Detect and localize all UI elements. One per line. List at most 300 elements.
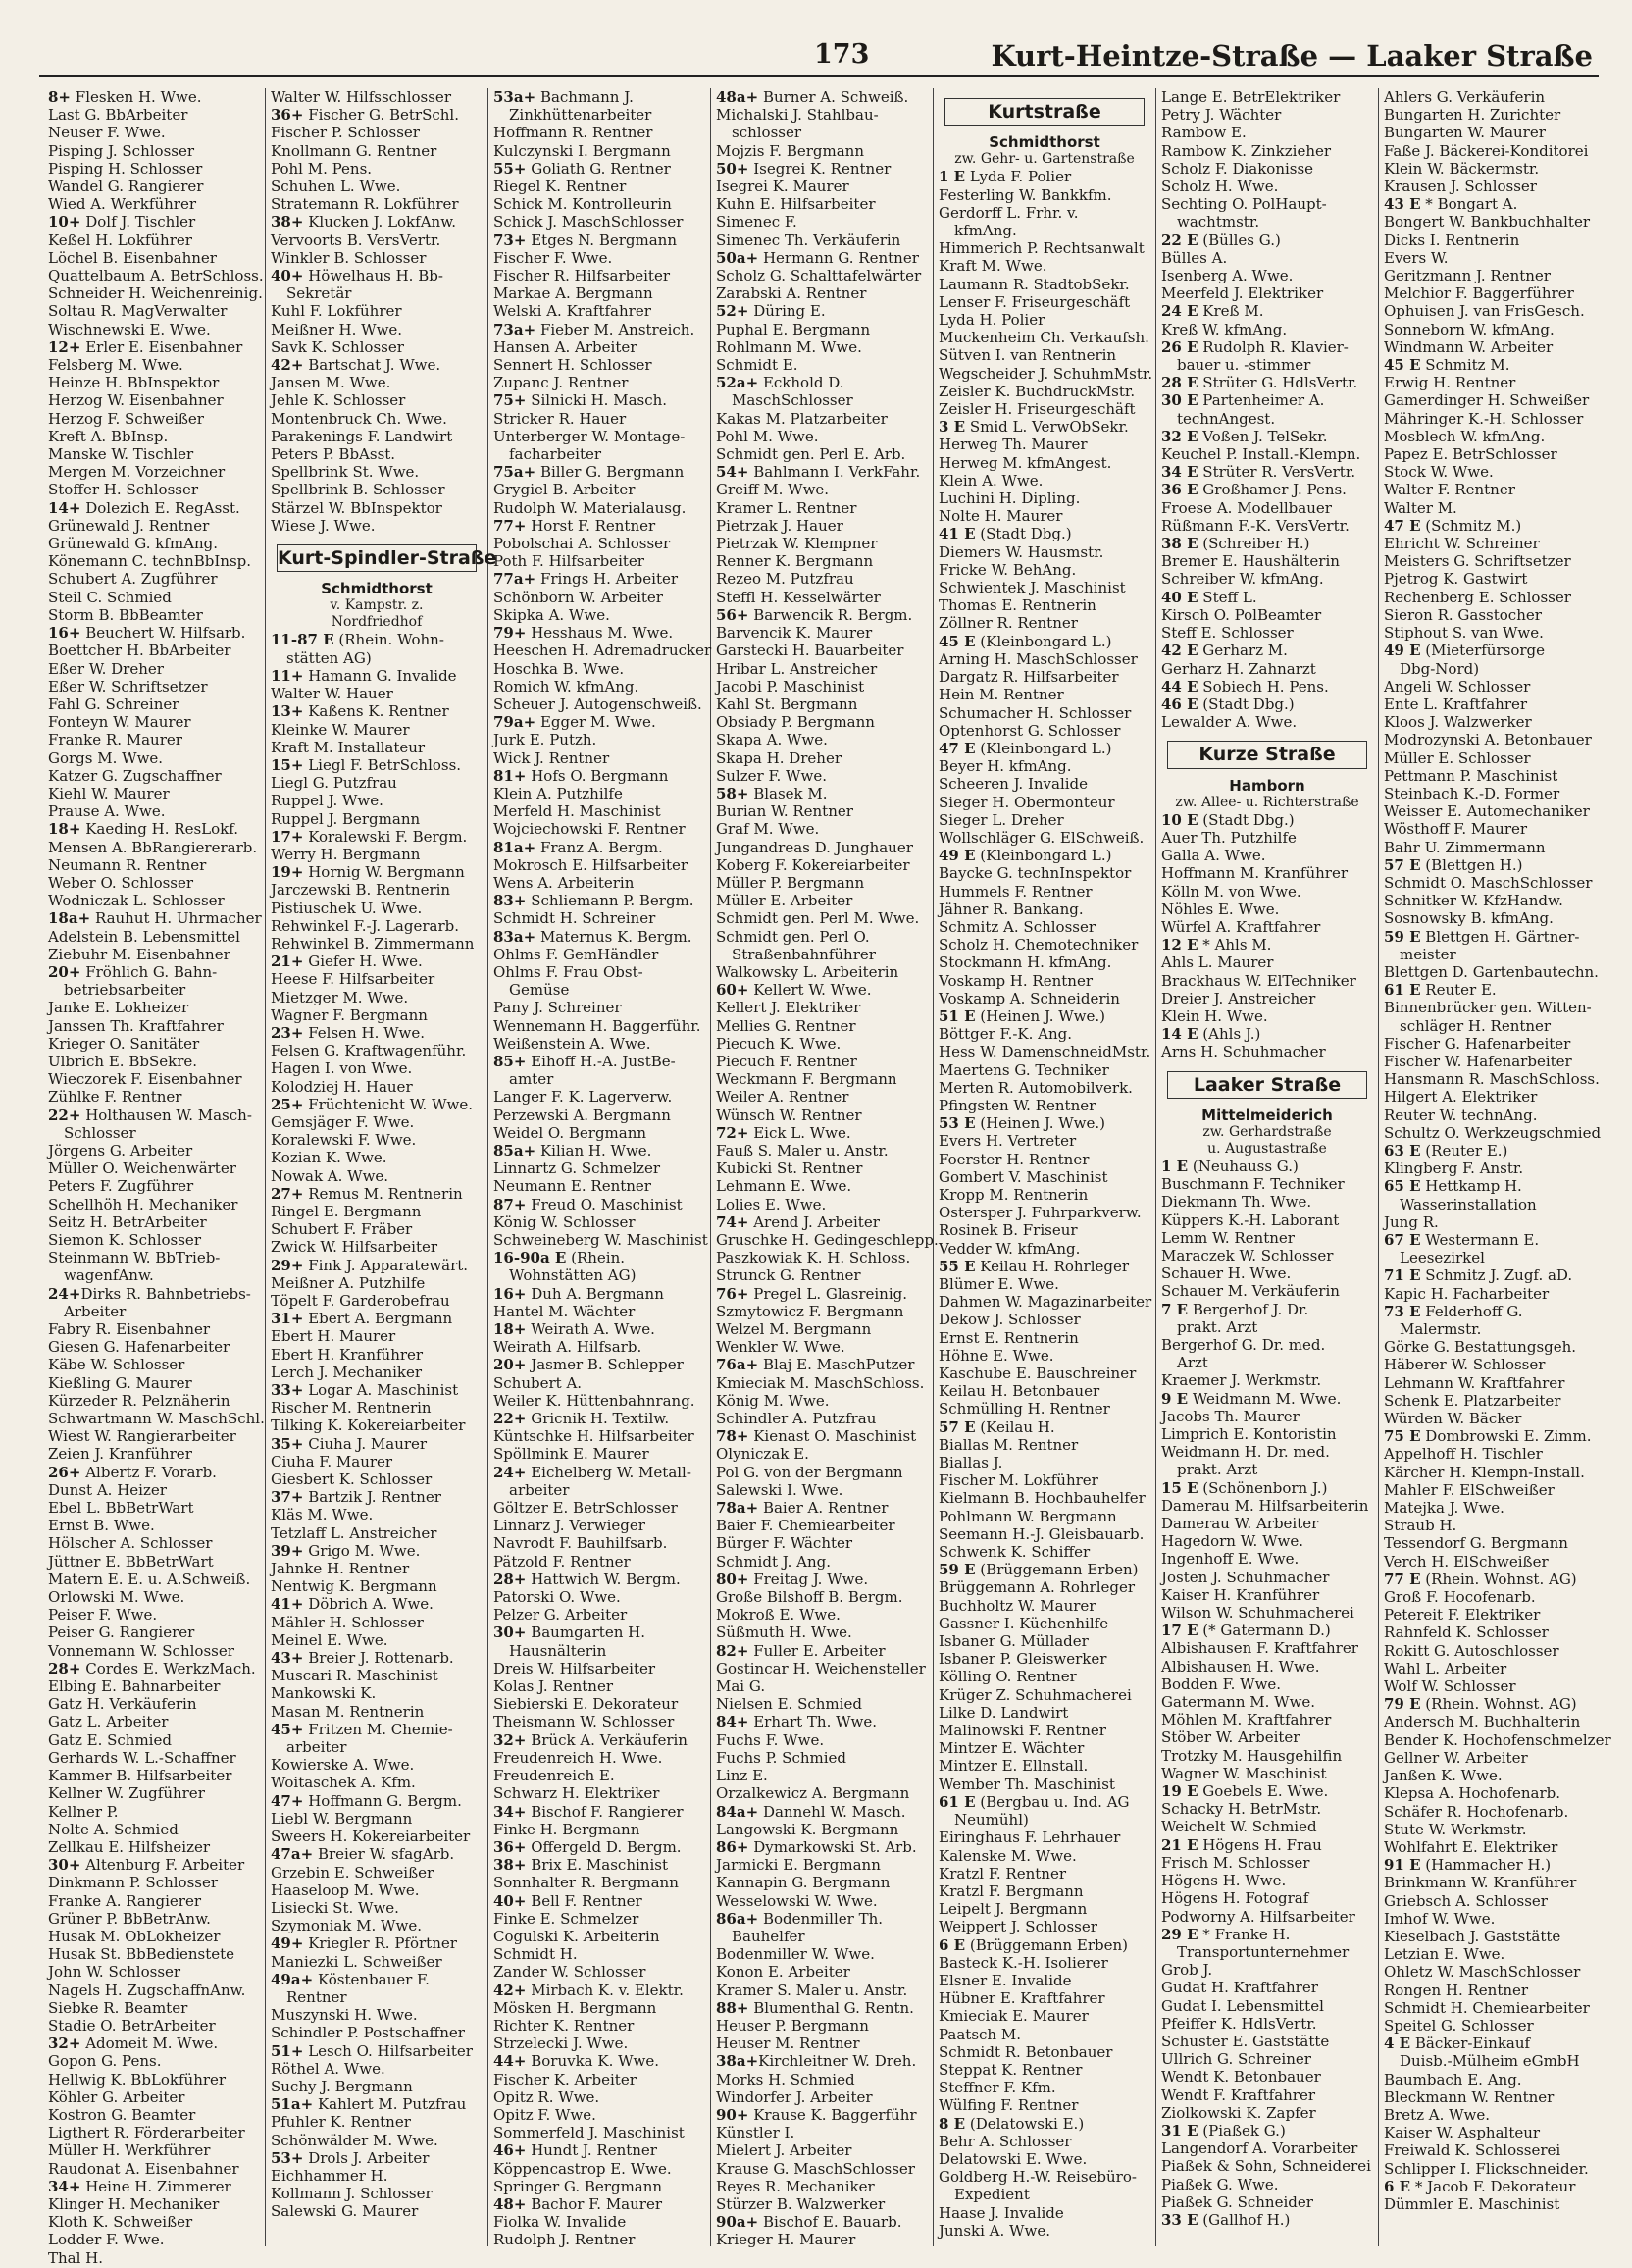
directory-entry: Kmieciak E. Maurer xyxy=(939,2007,1089,2026)
directory-entry: Rezeo M. Putzfrau xyxy=(716,570,854,589)
directory-entry: Herweg Th. Maurer xyxy=(939,436,1088,454)
entry-continuation: Expedient xyxy=(954,2186,1030,2204)
directory-entry: Dahmen W. Magazinarbeiter xyxy=(939,1293,1152,1312)
directory-entry: Jähner R. Bankang. xyxy=(939,900,1084,918)
directory-entry: Erwig H. Rentner xyxy=(1384,374,1516,392)
directory-entry: 71 E Schmitz J. Zugf. aD. xyxy=(1384,1266,1573,1285)
directory-entry: Käbe W. Schlosser xyxy=(48,1356,185,1374)
directory-entry: Fischer W. Hafenarbeiter xyxy=(1384,1052,1572,1070)
entry-continuation: arbeiter xyxy=(286,1738,347,1757)
directory-entry: Schubert F. Fräber xyxy=(271,1220,413,1239)
directory-entry: Weckmann F. Bergmann xyxy=(716,1070,897,1089)
directory-entry: Lyda H. Polier xyxy=(939,311,1046,330)
directory-entry: Foerster H. Rentner xyxy=(939,1150,1090,1168)
directory-entry: Petereit F. Elektriker xyxy=(1384,1606,1541,1624)
entry-continuation: schlosser xyxy=(732,124,802,142)
directory-entry: Klein A. Wwe. xyxy=(939,471,1044,490)
directory-entry: Meerfeld J. Elektriker xyxy=(1161,284,1324,303)
directory-entry: 20+ Fröhlich G. Bahn- xyxy=(48,962,218,981)
directory-entry: Baier F. Chemiearbeiter xyxy=(716,1517,895,1535)
directory-entry: Wischnewski E. Wwe. xyxy=(48,320,211,338)
directory-entry: Markae A. Bergmann xyxy=(493,284,653,303)
directory-entry: Isbaner P. Gleiswerker xyxy=(939,1650,1107,1669)
directory-entry: Szymoniak M. Wwe. xyxy=(271,1917,422,1935)
directory-entry: Stute W. Werkmstr. xyxy=(1384,1820,1527,1838)
directory-entry: Felsen G. Kraftwagenführ. xyxy=(271,1042,467,1060)
directory-entry: 12 E * Ahls M. xyxy=(1161,936,1272,954)
directory-entry: Griebsch A. Schlosser xyxy=(1384,1891,1548,1910)
directory-entry: Müller E. Arbeiter xyxy=(716,892,853,910)
directory-entry: 72+ Eick L. Wwe. xyxy=(716,1123,851,1142)
directory-entry: Kramer L. Rentner xyxy=(716,498,857,517)
directory-entry: Weiler K. Hüttenbahnrang. xyxy=(493,1391,695,1410)
directory-entry: Fischer R. Hilfsarbeiter xyxy=(493,267,670,285)
directory-entry: Garstecki H. Bauarbeiter xyxy=(716,642,904,660)
directory-entry: Ostersper J. Fuhrparkverw. xyxy=(939,1204,1142,1222)
directory-entry: Obsiady P. Bergmann xyxy=(716,713,875,732)
directory-entry: Mosblech W. kfmAng. xyxy=(1384,427,1546,445)
directory-entry: 25+ Früchtenicht W. Wwe. xyxy=(271,1095,473,1113)
directory-entry: Zander W. Schlosser xyxy=(493,1963,646,1982)
directory-entry: 4 E Bäcker-Einkauf xyxy=(1384,2035,1531,2053)
directory-entry: Ebert H. Kranführer xyxy=(271,1345,424,1364)
directory-entry: Buschmann F. Techniker xyxy=(1161,1175,1345,1194)
directory-entry: Springer G. Bergmann xyxy=(493,2177,663,2195)
directory-entry: Soltau R. MagVerwalter xyxy=(48,302,228,321)
directory-entry: Dümmler E. Maschinist xyxy=(1384,2194,1560,2213)
directory-entry: 31 E (Piaßek G.) xyxy=(1161,2121,1286,2139)
running-title: Kurt-Heintze-Straße — Laaker Straße xyxy=(991,39,1593,73)
directory-entry: Woitaschek A. Kfm. xyxy=(271,1774,416,1792)
directory-entry: Wagner W. Maschinist xyxy=(1161,1764,1327,1782)
directory-entry: Pohl M. Pens. xyxy=(271,159,373,178)
directory-entry: Schmidt H. xyxy=(493,1945,578,1964)
directory-entry: Kellner P. xyxy=(48,1802,119,1821)
directory-entry: Stratemann R. Lokführer xyxy=(271,195,459,214)
directory-entry: Ernst E. Rentnerin xyxy=(939,1328,1079,1347)
directory-entry: 77a+ Frings H. Arbeiter xyxy=(493,570,679,589)
directory-entry: Gudat H. Kraftfahrer xyxy=(1161,1979,1318,1997)
directory-entry: Dreier J. Anstreicher xyxy=(1161,989,1316,1007)
directory-entry: Schmitz A. Schlosser xyxy=(939,917,1096,936)
directory-entry: Diemers W. Hausmstr. xyxy=(939,542,1104,561)
directory-entry: Muckenheim Ch. Verkaufsh. xyxy=(939,329,1149,347)
directory-entry: Heuser M. Rentner xyxy=(716,2035,860,2053)
page-header xyxy=(39,33,1599,77)
directory-entry: Siebke R. Beamter xyxy=(48,1998,188,2017)
directory-entry: Schmidt J. Ang. xyxy=(716,1552,832,1571)
directory-entry: 15 E (Schönenborn J.) xyxy=(1161,1478,1328,1497)
directory-entry: Auer Th. Putzhilfe xyxy=(1161,828,1297,847)
directory-entry: 65 E Hettkamp H. xyxy=(1384,1177,1522,1196)
directory-entry: 22+ Holthausen W. Masch- xyxy=(48,1106,252,1124)
directory-entry: Ebert H. Maurer xyxy=(271,1327,396,1346)
directory-entry: Seitz H. BetrArbeiter xyxy=(48,1212,207,1231)
directory-entry: Hummels F. Rentner xyxy=(939,882,1093,901)
directory-entry: Rehwinkel F.-J. Lagerarb. xyxy=(271,916,459,935)
directory-entry: Siemon K. Schlosser xyxy=(48,1231,201,1249)
directory-entry: 61 E (Bergbau u. Ind. AG xyxy=(939,1792,1130,1811)
directory-entry: Verch H. ElSchweißer xyxy=(1384,1552,1549,1571)
directory-entry: Brackhaus W. ElTechniker xyxy=(1161,971,1356,990)
directory-entry: Zeisler K. BuchdruckMstr. xyxy=(939,382,1136,400)
directory-entry: 47 E (Kleinbongard L.) xyxy=(939,739,1112,757)
directory-entry: Savk K. Schlosser xyxy=(271,337,404,356)
directory-entry: Petry J. Wächter xyxy=(1161,106,1282,125)
directory-entry: 16+ Duh A. Bergmann xyxy=(493,1284,664,1303)
directory-entry: Nolte A. Schmied xyxy=(48,1820,178,1838)
directory-entry: 23+ Felsen H. Wwe. xyxy=(271,1023,426,1042)
directory-entry: Jarmicki E. Bergmann xyxy=(716,1856,881,1875)
directory-entry: Lolies E. Wwe. xyxy=(716,1195,827,1213)
directory-entry: Rechenberg E. Schlosser xyxy=(1384,588,1571,606)
directory-entry: König M. Wwe. xyxy=(716,1391,830,1410)
directory-entry: 57 E (Keilau H. xyxy=(939,1418,1055,1436)
directory-entry: Hansen A. Arbeiter xyxy=(493,337,638,356)
entry-continuation: Gemüse xyxy=(509,981,570,1000)
directory-entry: Elbing E. Bahnarbeiter xyxy=(48,1677,221,1696)
directory-entry: Kozian K. Wwe. xyxy=(271,1149,387,1167)
directory-entry: Schmidt gen. Perl M. Wwe. xyxy=(716,909,920,928)
directory-entry: Hilgert A. Elektriker xyxy=(1384,1088,1538,1107)
directory-entry: Bungarten W. Maurer xyxy=(1384,124,1546,142)
directory-entry: Limprich E. Kontoristin xyxy=(1161,1425,1337,1444)
directory-entry: Opitz R. Wwe. xyxy=(493,2088,600,2106)
directory-entry: Skapa A. Wwe. xyxy=(716,731,828,749)
directory-entry: Michalski J. Stahlbau- xyxy=(716,106,879,125)
directory-entry: Evers W. xyxy=(1384,248,1449,267)
directory-entry: Piaßek G. Schneider xyxy=(1161,2192,1313,2211)
directory-entry: 1 E Lyda F. Polier xyxy=(939,168,1072,186)
directory-entry: Finke H. Bergmann xyxy=(493,1820,640,1838)
street-heading: Laaker Straße xyxy=(1167,1071,1367,1099)
directory-entry: Schacky H. BetrMstr. xyxy=(1161,1800,1322,1819)
directory-entry: Schick J. MaschSchlosser xyxy=(493,213,684,232)
directory-entry: 50+ Isegrei K. Rentner xyxy=(716,159,892,178)
directory-entry: 55 E Keilau H. Rohrleger xyxy=(939,1257,1130,1275)
directory-entry: Högens H. Fotograf xyxy=(1161,1889,1309,1908)
directory-entry: Kostron G. Beamter xyxy=(48,2105,196,2124)
directory-entry: 90+ Krause K. Baggerführ xyxy=(716,2105,917,2124)
directory-entry: Gorgs M. Wwe. xyxy=(48,748,164,767)
directory-entry: Fischer M. Lokführer xyxy=(939,1471,1098,1490)
directory-entry: Galla A. Wwe. xyxy=(1161,847,1266,865)
directory-entry: 73+ Etges N. Bergmann xyxy=(493,231,678,249)
directory-entry: Ingenhoff E. Wwe. xyxy=(1161,1550,1300,1569)
directory-entry: Kubicki St. Rentner xyxy=(716,1160,863,1178)
directory-entry: Schenk E. Platzarbeiter xyxy=(1384,1391,1561,1410)
directory-entry: Wens A. Arbeiterin xyxy=(493,873,635,892)
directory-entry: Bodden F. Wwe. xyxy=(1161,1675,1282,1693)
directory-entry: Pfingsten W. Rentner xyxy=(939,1096,1096,1114)
directory-entry: Dargatz R. Hilfsarbeiter xyxy=(939,668,1119,687)
directory-entry: Skapa H. Dreher xyxy=(716,748,842,767)
directory-entry: Binnenbrücker gen. Witten- xyxy=(1384,999,1592,1017)
directory-entry: Werry H. Bergmann xyxy=(271,845,421,863)
directory-entry: Kreft A. BbInsp. xyxy=(48,427,169,445)
directory-entry: 22 E (Bülles G.) xyxy=(1161,231,1281,249)
directory-entry: Herzog W. Eisenbahner xyxy=(48,391,224,410)
directory-entry: Weidel O. Bergmann xyxy=(493,1123,647,1142)
directory-entry: 19 E Goebels E. Wwe. xyxy=(1161,1782,1329,1801)
directory-entry: Steff E. Schlosser xyxy=(1161,624,1294,643)
directory-entry: 76a+ Blaj E. MaschPutzer xyxy=(716,1356,915,1374)
directory-entry: Brüggemann A. Rohrleger xyxy=(939,1578,1136,1597)
directory-entry: Jacobi P. Maschinist xyxy=(716,677,865,696)
directory-entry: 85a+ Kilian H. Wwe. xyxy=(493,1141,652,1160)
directory-entry: Isegrei K. Maurer xyxy=(716,178,849,196)
directory-entry: 38 E (Schreiber H.) xyxy=(1161,535,1310,553)
entry-continuation: Bauhelfer xyxy=(732,1927,805,1945)
directory-entry: 28 E Strüter G. HdlsVertr. xyxy=(1161,374,1358,392)
directory-entry: Müller O. Weichenwärter xyxy=(48,1160,236,1178)
directory-entry: Raudonat A. Eisenbahner xyxy=(48,2159,239,2178)
directory-entry: Schmülling H. Rentner xyxy=(939,1400,1110,1418)
directory-entry: 82+ Fuller E. Arbeiter xyxy=(716,1641,886,1660)
directory-entry: Seemann H.-J. Gleisbauarb. xyxy=(939,1524,1145,1543)
directory-entry: Stock W. Wwe. xyxy=(1384,463,1494,482)
directory-entry: Luchini H. Dipling. xyxy=(939,490,1081,508)
directory-entry: Langer F. K. Lagerverw. xyxy=(493,1088,673,1107)
directory-entry: Maraczek W. Schlosser xyxy=(1161,1246,1334,1264)
directory-entry: Schweineberg W. Maschinist xyxy=(493,1231,708,1249)
directory-entry: Piaßek G. Wwe. xyxy=(1161,2175,1279,2193)
directory-entry: Letzian E. Wwe. xyxy=(1384,1945,1505,1964)
directory-entry: 79+ Hesshaus M. Wwe. xyxy=(493,624,674,643)
directory-entry: Mojzis F. Bergmann xyxy=(716,141,864,160)
directory-entry: Stiphout S. van Wwe. xyxy=(1384,624,1544,643)
directory-entry: Küppers K.-H. Laborant xyxy=(1161,1211,1340,1229)
directory-entry: 46+ Hundt J. Rentner xyxy=(493,2141,657,2160)
directory-entry: Imhof W. Wwe. xyxy=(1384,1909,1496,1928)
directory-entry: Behr A. Schlosser xyxy=(939,2132,1072,2150)
directory-entry: Klepsa A. Hochofenarb. xyxy=(1384,1784,1561,1803)
directory-entry: Sosnowsky B. kfmAng. xyxy=(1384,909,1554,928)
directory-entry: Nielsen E. Schmied xyxy=(716,1695,862,1714)
directory-entry: Sonnhalter R. Bergmann xyxy=(493,1874,679,1892)
directory-entry: Knollmann G. Rentner xyxy=(271,141,437,160)
directory-entry: Pany J. Schreiner xyxy=(493,999,622,1017)
directory-entry: Piecuch K. Wwe. xyxy=(716,1034,842,1053)
directory-entry: 42+ Mirbach K. v. Elektr. xyxy=(493,1981,684,1999)
directory-entry: Keßel H. Lokführer xyxy=(48,231,192,249)
directory-entry: 80+ Freitag J. Wwe. xyxy=(716,1570,869,1588)
directory-entry: 55+ Goliath G. Rentner xyxy=(493,159,671,178)
directory-entry: 47a+ Breier W. sfagArb. xyxy=(271,1845,455,1864)
directory-entry: Frisch M. Schlosser xyxy=(1161,1853,1310,1872)
directory-entry: Rüßmann F.-K. VersVertr. xyxy=(1161,516,1350,535)
directory-entry: 90a+ Bischof E. Bauarb. xyxy=(716,2213,902,2232)
directory-entry: 39+ Grigo M. Wwe. xyxy=(271,1541,421,1560)
entry-continuation: wachtmstr. xyxy=(1177,213,1260,232)
directory-entry: Pettmann P. Maschinist xyxy=(1384,766,1558,785)
directory-entry: 50a+ Hermann G. Rentner xyxy=(716,248,919,267)
directory-entry: Lehmann W. Kraftfahrer xyxy=(1384,1373,1565,1392)
directory-entry: Blümer E. Wwe. xyxy=(939,1275,1059,1293)
directory-entry: Angeli W. Schlosser xyxy=(1384,677,1531,696)
directory-entry: Ziolkowski K. Zapfer xyxy=(1161,2103,1316,2122)
directory-entry: Dekow J. Schlosser xyxy=(939,1311,1081,1329)
entry-continuation: MaschSchlosser xyxy=(732,391,853,410)
directory-entry: Langowski K. Bergmann xyxy=(716,1820,899,1838)
directory-entry: Matejka J. Wwe. xyxy=(1384,1499,1504,1518)
directory-entry: 53 E (Heinen J. Wwe.) xyxy=(939,1114,1106,1133)
directory-entry: 83+ Schliemann P. Bergm. xyxy=(493,892,694,910)
directory-entry: Unterberger W. Montage- xyxy=(493,427,686,445)
directory-entry: Strzelecki J. Wwe. xyxy=(493,2035,629,2053)
directory-entry: Olyniczak E. xyxy=(716,1445,809,1464)
directory-entry: 10 E (Stadt Dbg.) xyxy=(1161,810,1295,829)
directory-entry: 40 E Steff L. xyxy=(1161,588,1257,606)
directory-entry: Tilking K. Kokereiarbeiter xyxy=(271,1417,466,1435)
directory-entry: Mokrosch E. Hilfsarbeiter xyxy=(493,855,688,874)
directory-entry: Schmidt E. xyxy=(716,356,798,375)
directory-entry: Trotzky M. Hausgehilfin xyxy=(1161,1746,1343,1765)
directory-entry: Lemm W. Rentner xyxy=(1161,1228,1295,1247)
directory-entry: Rongen H. Rentner xyxy=(1384,1981,1529,1999)
directory-entry: Pisping J. Schlosser xyxy=(48,141,195,160)
directory-entry: Storm B. BbBeamter xyxy=(48,605,203,624)
directory-entry: Gassner I. Küchenhilfe xyxy=(939,1614,1109,1632)
directory-entry: Stärzel W. BbInspektor xyxy=(271,498,442,517)
directory-entry: Könemann C. technBbInsp. xyxy=(48,552,252,571)
directory-entry: Isenberg A. Wwe. xyxy=(1161,267,1294,285)
directory-entry: Isbaner G. Müllader xyxy=(939,1632,1089,1651)
directory-entry: 30 E Partenheimer A. xyxy=(1161,391,1325,410)
directory-entry: Strunck G. Rentner xyxy=(716,1266,861,1285)
directory-entry: Maniezki L. Schweißer xyxy=(271,1952,442,1971)
directory-entry: Jörgens G. Arbeiter xyxy=(48,1141,193,1160)
directory-entry: Krausen J. Schlosser xyxy=(1384,178,1537,196)
directory-entry: Weißenstein A. Wwe. xyxy=(493,1034,651,1053)
directory-entry: 77+ Horst F. Rentner xyxy=(493,516,656,535)
directory-entry: Kapic H. Facharbeiter xyxy=(1384,1284,1550,1303)
directory-entry: Heinze H. BbInspektor xyxy=(48,374,220,392)
directory-entry: Wesselowski W. Wwe. xyxy=(716,1891,878,1910)
directory-entry: Klein W. Bäckermstr. xyxy=(1384,159,1540,178)
directory-entry: Pfeiffer K. HdlsVertr. xyxy=(1161,2014,1317,2033)
directory-entry: 29+ Fink J. Apparatewärt. xyxy=(271,1256,469,1274)
directory-entry: 11+ Hamann G. Invalide xyxy=(271,666,457,685)
directory-entry: Brinkmann W. Kranführer xyxy=(1384,1874,1577,1892)
directory-entry: Dinkmann P. Schlosser xyxy=(48,1874,219,1892)
directory-entry: Kellner W. Zugführer xyxy=(48,1784,205,1803)
directory-entry: 16+ Beuchert W. Hilfsarb. xyxy=(48,624,246,643)
directory-entry: Kuhl F. Lokführer xyxy=(271,302,402,321)
directory-entry: Sieger L. Dreher xyxy=(939,810,1064,829)
directory-entry: Jurk E. Putzh. xyxy=(493,731,597,749)
street-heading: Kurt-Spindler-Straße xyxy=(277,544,477,572)
directory-entry: 83a+ Maternus K. Bergm. xyxy=(493,927,692,946)
directory-entry: Maertens G. Techniker xyxy=(939,1060,1109,1079)
directory-entry: Nentwig K. Bergmann xyxy=(271,1577,437,1596)
directory-entry: 14+ Dolezich E. RegAsst. xyxy=(48,498,240,517)
directory-entry: Reuter W. technAng. xyxy=(1384,1106,1538,1124)
directory-entry: 14 E (Ahls J.) xyxy=(1161,1025,1261,1044)
directory-entry: Hantel M. Wächter xyxy=(493,1302,636,1320)
directory-entry: Husak M. ObLokheizer xyxy=(48,1927,221,1945)
directory-entry: Lodder F. Wwe. xyxy=(48,2231,165,2249)
directory-entry: Salewski I. Wwe. xyxy=(716,1480,843,1499)
directory-entry: Pohl M. Wwe. xyxy=(716,427,819,445)
directory-entry: Kläs M. Wwe. xyxy=(271,1506,374,1524)
directory-entry: Rehwinkel B. Zimmermann xyxy=(271,934,475,953)
directory-entry: Skipka A. Wwe. xyxy=(493,605,610,624)
directory-entry: Biallas J. xyxy=(939,1454,1003,1472)
directory-entry: Süßmuth H. Wwe. xyxy=(716,1624,852,1642)
directory-entry: Parakenings F. Landwirt xyxy=(271,427,453,445)
directory-entry: Freudenreich E. xyxy=(493,1767,615,1785)
directory-entry: Freudenreich H. Wwe. xyxy=(493,1748,663,1767)
directory-entry: Hagedorn W. Wwe. xyxy=(1161,1532,1303,1551)
directory-entry: Voskamp H. Rentner xyxy=(939,971,1093,990)
directory-entry: Grüner P. BbBetrAnw. xyxy=(48,1909,211,1928)
directory-entry: 40+ Höwelhaus H. Bb- xyxy=(271,267,443,285)
directory-entry: Konon E. Arbeiter xyxy=(716,1963,850,1982)
directory-entry: Kraft M. Wwe. xyxy=(939,257,1047,276)
directory-entry: Rudolph J. Rentner xyxy=(493,2231,636,2249)
directory-entry: Delatowski E. Wwe. xyxy=(939,2149,1088,2168)
directory-entry: 59 E Blettgen H. Gärtner- xyxy=(1384,927,1580,946)
directory-entry: 7 E Bergerhof J. Dr. xyxy=(1161,1300,1309,1318)
directory-entry: Lehmann E. Wwe. xyxy=(716,1177,852,1196)
directory-entry: Kolodziej H. Hauer xyxy=(271,1077,413,1096)
entry-continuation: schläger H. Rentner xyxy=(1400,1016,1552,1035)
directory-entry: Schnitker W. KfzHandw. xyxy=(1384,892,1563,910)
directory-entry: Franke R. Maurer xyxy=(48,731,182,749)
directory-entry: 29 E * Franke H. xyxy=(1161,1925,1291,1943)
directory-entry: Meißner A. Putzhilfe xyxy=(271,1273,426,1292)
directory-entry: Modrozynski A. Betonbauer xyxy=(1384,731,1592,749)
directory-entry: Mintzer E. Ellnstall. xyxy=(939,1757,1089,1776)
directory-entry: 47 E (Schmitz M.) xyxy=(1384,516,1522,535)
directory-entry: Bahr U. Zimmermann xyxy=(1384,838,1546,856)
directory-entry: Stockmann H. kfmAng. xyxy=(939,954,1112,972)
directory-entry: 3 E Smid L. VerwObSekr. xyxy=(939,418,1129,437)
directory-entry: Bergerhof G. Dr. med. xyxy=(1161,1336,1326,1354)
directory-entry: Mahler F. ElSchweißer xyxy=(1384,1480,1555,1499)
directory-entry: Schmidt gen. Perl E. Arb. xyxy=(716,445,906,464)
directory-entry: Piaßek & Sohn, Schneiderei xyxy=(1161,2157,1371,2176)
directory-entry: Kahl St. Bergmann xyxy=(716,695,858,713)
directory-entry: Zwick W. Hilfsarbeiter xyxy=(271,1238,438,1257)
directory-entry: 6 E * Jacob F. Dekorateur xyxy=(1384,2177,1576,2195)
directory-entry: Boettcher H. BbArbeiter xyxy=(48,642,231,660)
entry-continuation: amter xyxy=(509,1070,554,1089)
directory-entry: Heeschen H. Adremadrucker xyxy=(493,642,712,660)
directory-entry: Kiehl W. Maurer xyxy=(48,784,170,802)
directory-entry: Ulbrich E. BbSekre. xyxy=(48,1052,198,1070)
directory-entry: 79a+ Egger M. Wwe. xyxy=(493,713,656,732)
directory-entry: 41+ Döbrich A. Wwe. xyxy=(271,1595,434,1614)
directory-entry: 52+ Düring E. xyxy=(716,302,826,321)
directory-entry: Kellert J. Elektriker xyxy=(716,999,861,1017)
directory-entry: Lilke D. Landwirt xyxy=(939,1703,1069,1722)
directory-entry: Liegl G. Putzfrau xyxy=(271,774,397,793)
directory-entry: Paszkowiak K. H. Schloss. xyxy=(716,1249,911,1267)
directory-entry: Walter W. Hauer xyxy=(271,685,393,703)
directory-entry: Keuchel P. Install.-Klempn. xyxy=(1161,445,1361,464)
directory-entry: 49a+ Köstenbauer F. xyxy=(271,1970,430,1988)
entry-continuation: Wohnstätten AG) xyxy=(509,1266,637,1285)
directory-entry: Windorfer J. Arbeiter xyxy=(716,2088,873,2106)
directory-entry: 44+ Boruvka K. Wwe. xyxy=(493,2052,660,2071)
directory-entry: Optenhorst G. Schlosser xyxy=(939,721,1121,740)
directory-entry: Giesen G. Hafenarbeiter xyxy=(48,1338,230,1357)
directory-entry: Weisser E. Automechaniker xyxy=(1384,802,1590,821)
directory-entry: Jehle K. Schlosser xyxy=(271,391,406,410)
directory-entry: Linz E. xyxy=(716,1767,768,1785)
